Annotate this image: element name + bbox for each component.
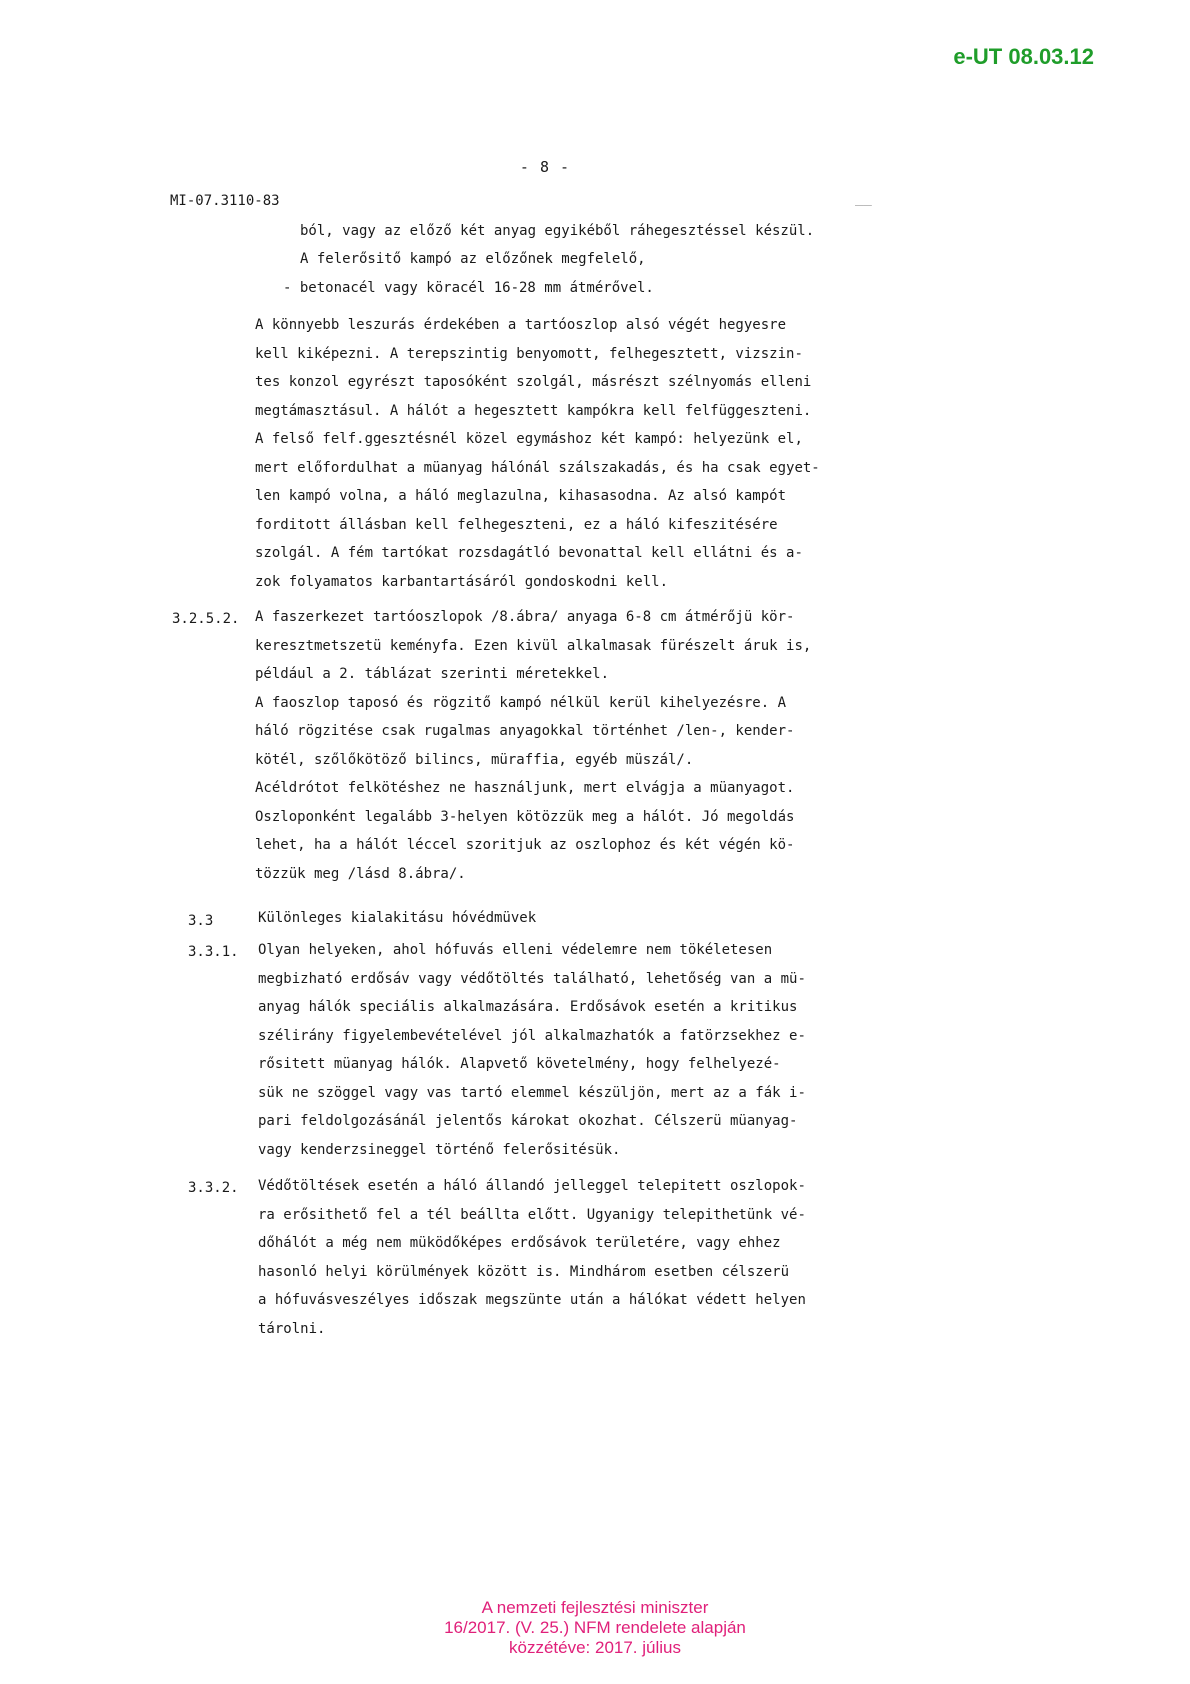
text-line: A faoszlop taposó és rögzitő kampó nélkül kerül kihelyezésre. A	[255, 694, 787, 711]
text-line: rősitett müanyag hálók. Alapvető követelmény, hogy felhelyezé-	[258, 1056, 781, 1072]
text-line: A faszerkezet tartóoszlopok /8.ábra/ anyaga 6-8 cm átmérőjü kör-	[255, 609, 795, 625]
text-line: len kampó volna, a háló meglazulna, kihasasodna. Az alsó kampót	[255, 488, 787, 504]
paragraph-support-posts	[255, 311, 975, 596]
intro-line-1: ból, vagy az előző két anyag egyikéből ráhegesztéssel készül.	[300, 223, 815, 239]
text-line: Oszloponként legalább 3-helyen kötözzük meg a hálót. Jó megoldás	[255, 808, 795, 825]
page-number: - 8 -	[519, 158, 571, 176]
text-line: lehet, ha a hálót léccel szoritjuk az oszlophoz és két végén kö-	[255, 837, 795, 853]
footer-line-2: 16/2017. (V. 25.) NFM rendelete alapján	[444, 1618, 746, 1637]
margin-mark: __	[855, 190, 872, 206]
text-line: zok folyamatos karbantartásáról gondoskodni kell.	[255, 573, 669, 590]
section-331-body	[258, 936, 978, 1164]
text-line: A könnyebb leszurás érdekében a tartóoszlop alsó végét hegyesre	[255, 317, 787, 333]
text-line: A felső felf.ggesztésnél közel egymáshoz két kampó: helyezünk el,	[255, 431, 803, 447]
section-33-title: Különleges kialakitásu hóvédmüvek	[258, 910, 537, 926]
footer-line-3: közzétéve: 2017. július	[509, 1638, 681, 1657]
text-line: anyag hálók speciális alkalmazására. Erdősávok esetén a kritikus	[258, 999, 798, 1015]
text-line: pari feldolgozásánál jelentős károkat okozhat. Célszerü müanyag-	[258, 1113, 798, 1129]
text-line: tárolni.	[258, 1320, 326, 1337]
text-line: megtámasztásul. A hálót a hegesztett kampókra kell felfüggeszteni.	[255, 402, 812, 419]
document-code: MI-07.3110-83	[170, 193, 280, 209]
section-332-body	[258, 1172, 978, 1343]
footer-line-1: A nemzeti fejlesztési miniszter	[481, 1598, 709, 1617]
text-line: ra erősithető fel a tél beállta előtt. Ugyanigy telepithetünk vé-	[258, 1206, 806, 1223]
text-line: hasonló helyi körülmények között is. Mindhárom esetben célszerü	[258, 1263, 790, 1280]
section-number-33: 3.3	[188, 913, 214, 929]
text-line: Olyan helyeken, ahol hófuvás elleni védelemre nem tökéletesen	[258, 942, 773, 958]
text-line: szélirány figyelembevételével jól alkalmazhatók a fatörzsekhez e-	[258, 1027, 806, 1044]
text-line: forditott állásban kell felhegeszteni, ez a háló kifeszitésére	[255, 516, 778, 533]
text-line: megbizható erdősáv vagy védőtöltés található, lehetőség van a mü-	[258, 970, 806, 987]
text-line: sük ne szöggel vagy vas tartó elemmel készüljön, mert az a fák i-	[258, 1084, 806, 1101]
text-line: kell kiképezni. A terepszintig benyomott, felhegesztett, vizszin-	[255, 345, 803, 362]
publication-footer	[0, 1598, 1190, 1658]
section-number-332: 3.3.2.	[188, 1180, 239, 1196]
text-line: dőhálót a még nem müködőképes erdősávok területére, vagy ehhez	[258, 1235, 781, 1251]
text-line: szolgál. A fém tartókat rozsdagátló bevonattal kell ellátni és a-	[255, 545, 803, 561]
text-line: kötél, szőlőkötöző bilincs, müraffia, egyéb müszál/.	[255, 751, 694, 768]
text-line: háló rögzitése csak rugalmas anyagokkal történhet /len-, kender-	[255, 723, 795, 739]
intro-line-3: - betonacél vagy köracél 16-28 mm átmérővel.	[283, 280, 654, 296]
text-line: mert előfordulhat a müanyag hálónál szálszakadás, és ha csak egyet-	[255, 459, 820, 476]
text-line: tözzük meg /lásd 8.ábra/.	[255, 865, 466, 882]
document-id: e-UT 08.03.12	[953, 44, 1094, 69]
text-line: Védőtöltések esetén a háló állandó jelleggel telepitett oszlopok-	[258, 1178, 806, 1194]
text-line: a hófuvásveszélyes időszak megszünte után a hálókat védett helyen	[258, 1292, 806, 1308]
section-number-3252: 3.2.5.2.	[172, 611, 240, 627]
intro-line-2: A felerősitő kampó az előzőnek megfelelő,	[300, 251, 646, 267]
text-line: keresztmetszetü keményfa. Ezen kivül alkalmasak fürészelt áruk is,	[255, 637, 812, 654]
text-line: Acéldrótot felkötéshez ne használjunk, mert elvágja a müanyagot.	[255, 780, 795, 796]
text-line: például a 2. táblázat szerinti méretekkel.	[255, 666, 610, 682]
text-line: vagy kenderzsineggel történő felerősitésük.	[258, 1141, 621, 1158]
section-3252-body	[255, 603, 975, 888]
section-number-331: 3.3.1.	[188, 944, 239, 960]
text-line: tes konzol egyrészt taposóként szolgál, másrészt szélnyomás elleni	[255, 374, 812, 390]
